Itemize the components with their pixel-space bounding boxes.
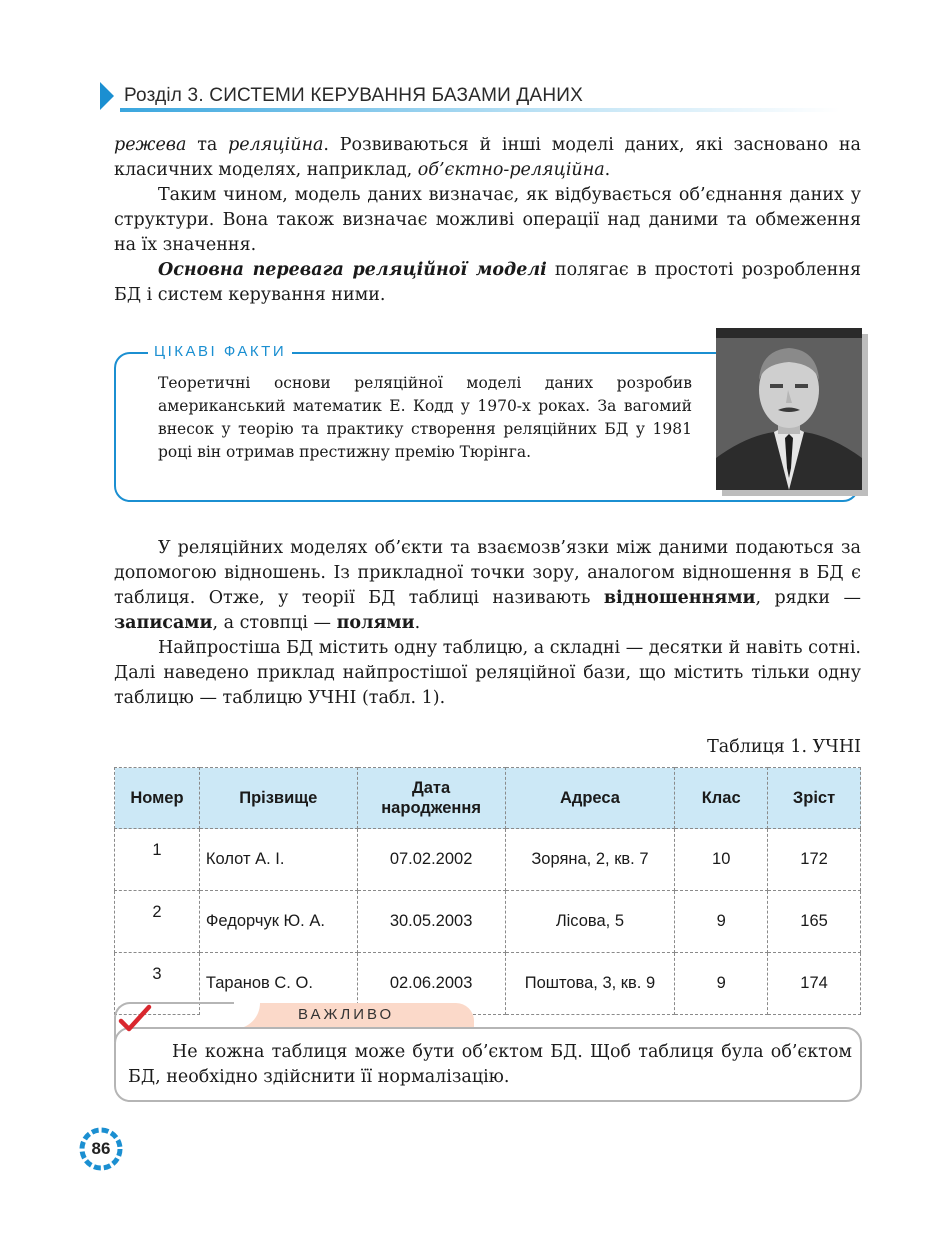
term-italic: об’єктно-реляційна <box>417 160 605 180</box>
header-arrow-icon <box>100 82 114 110</box>
header-surname: Прізвище <box>199 768 357 829</box>
table-row <box>115 829 861 891</box>
portrait-illustration <box>716 328 862 490</box>
facts-text: Теоретичні основи реляційної моделі даних розробив американський математик Е. Кодд у 1970-х роках. За вагомий внесок у теорію та практику створення реляційних БД у 1981 році він отримав престижну премію Тюрінга. <box>158 374 692 461</box>
cell-number: 1 <box>115 829 200 891</box>
term-bold: полями <box>336 613 415 633</box>
text-run: полягає в простоті розроблення БД і систем керування ними. <box>114 260 861 305</box>
header-class: Клас <box>675 768 768 829</box>
cell-number: 3 <box>115 953 200 1015</box>
cell-surname: Колот А. І. <box>199 829 357 891</box>
cell-birthdate: 07.02.2002 <box>357 829 505 891</box>
term-bold: відношеннями <box>603 588 756 608</box>
paragraph-1 <box>114 133 861 183</box>
table-caption: Таблиця 1. УЧНІ <box>707 737 861 757</box>
important-text <box>128 1040 852 1090</box>
cell-height: 174 <box>768 953 861 1015</box>
students-table <box>114 767 861 1015</box>
cell-class: 9 <box>675 891 768 953</box>
paragraph-3 <box>114 258 861 308</box>
header-number: Номер <box>115 768 200 829</box>
header-birthdate <box>357 768 505 829</box>
cell-surname: Таранов С. О. <box>199 953 357 1015</box>
header-birthdate-label: Дата народження <box>381 779 481 817</box>
table-row <box>115 891 861 953</box>
cell-height: 165 <box>768 891 861 953</box>
term-italic: реляційна <box>228 135 324 155</box>
text-run: та <box>186 135 229 155</box>
intro-text <box>114 133 861 308</box>
term-bold: записами <box>114 613 213 633</box>
codd-portrait-photo <box>716 328 862 490</box>
cell-birthdate: 02.06.2003 <box>357 953 505 1015</box>
cell-height: 172 <box>768 829 861 891</box>
facts-title: ЦІКАВІ ФАКТИ <box>148 342 292 362</box>
cell-class: 10 <box>675 829 768 891</box>
body-text <box>114 536 861 711</box>
paragraph-4 <box>114 536 861 636</box>
page-number: 86 <box>91 1139 111 1158</box>
important-title: ВАЖЛИВО <box>298 1006 395 1023</box>
cell-address: Зоряна, 2, кв. 7 <box>505 829 675 891</box>
header-rule <box>120 108 840 112</box>
cell-number: 2 <box>115 891 200 953</box>
cell-address: Поштова, 3, кв. 9 <box>505 953 675 1015</box>
paragraph-2: Таким чином, модель даних визначає, як відбувається об’єднання даних у структури. Вона також визначає можливі операції над даними та обмеження на їх значення. <box>114 185 861 255</box>
cell-surname: Федорчук Ю. А. <box>199 891 357 953</box>
checkmark-icon <box>118 1004 152 1034</box>
table-header-row <box>115 768 861 829</box>
cell-address: Лісова, 5 <box>505 891 675 953</box>
section-header: Розділ 3. СИСТЕМИ КЕРУВАННЯ БАЗАМИ ДАНИХ <box>124 85 584 106</box>
text-run: . Розвиваються й інші моделі даних, які засновано на класичних моделях, наприклад, <box>114 135 861 180</box>
term-bold-italic: Основна перевага реляційної моделі <box>158 260 547 280</box>
text-run: , рядки — <box>755 588 861 608</box>
text-run: . <box>414 613 421 633</box>
important-text-run: Не кожна таблиця може бути об’єктом БД. Щоб таблиця була об’єктом БД, необхідно здійснити її нормалізацію. <box>128 1042 852 1087</box>
paragraph-5: Найпростіша БД містить одну таблицю, а складні — десятки й навіть сотні. Далі наведено приклад найпростішої реляційної бази, що містить тільки одну таблицю — таблицю УЧНІ (табл. 1). <box>114 638 861 708</box>
header-address: Адреса <box>505 768 675 829</box>
text-run: У реляційних моделях об’єкти та взаємозв’язки між даними подаються за допомогою відношень. Із прикладної точки зору, аналогом відношення в БД є таблиця. Отже, у теорії БД таблиці називають <box>114 538 861 608</box>
cell-class: 9 <box>675 953 768 1015</box>
text-run: , а стовпці — <box>212 613 337 633</box>
text-run: . <box>604 160 611 180</box>
header-height: Зріст <box>768 768 861 829</box>
cell-birthdate: 30.05.2003 <box>357 891 505 953</box>
term-italic: режева <box>114 135 187 155</box>
